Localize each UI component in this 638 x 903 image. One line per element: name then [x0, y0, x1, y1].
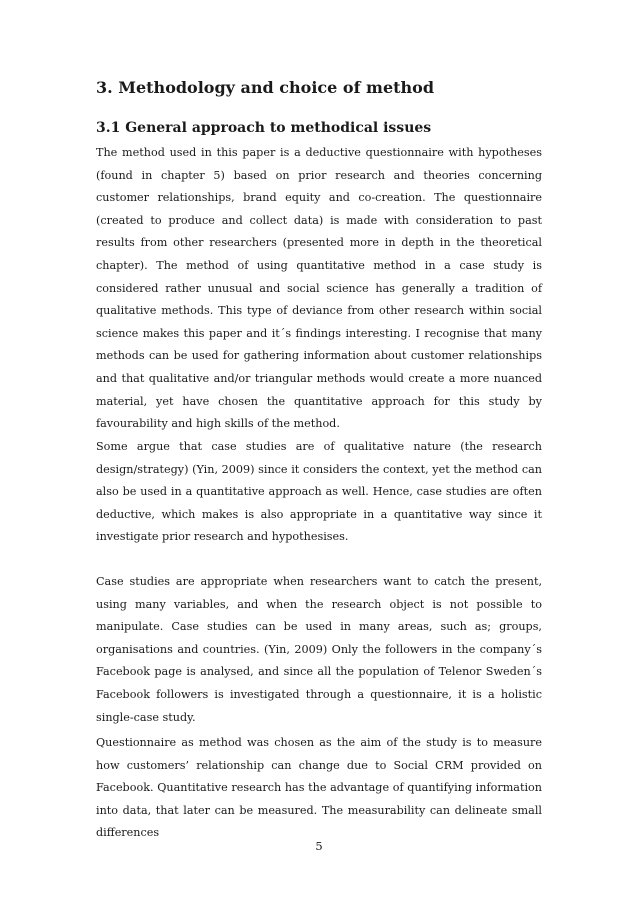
paragraph-method-overview: The method used in this paper is a deductive questionnaire with hypotheses (found in chapter 5) based on prior research and theories concerning customer relationships, brand equity and co-creation. The questionnaire (created to produce and collect data) is made with consideration to past results from other researchers (presented more in depth in the theoretical chapter). The method of using quantitative method in a case study is considered rather unusual and social science has generally a tradition of qualitative methods. This type of deviance from other research within social science makes this paper and it´s findings interesting. I recognise that many methods can be used for gathering information about customer relationships and that qualitative and/or triangular methods would create a more nuanced material, yet have chosen the quantitative approach for this study by favourability and high skills of the method.: [96, 146, 542, 431]
paragraph-case-study-usage: Case studies are appropriate when researchers want to catch the present, using many variables, and when the research object is not possible to manipulate. Case studies can be used in many areas, such as; groups, organisations and countries. (Yin, 2009) Only the followers in the company´s Facebook page is analysed, and since all the population of Telenor Sweden´s Facebook followers is investigated through a questionnaire, it is a holistic single-case study.: [96, 575, 542, 724]
subsection-heading: 3.1 General approach to methodical issues: [96, 120, 432, 136]
section-heading: 3. Methodology and choice of method: [96, 78, 435, 97]
paragraph-case-study-nature: Some argue that case studies are of qualitative nature (the research design/strategy) (Yin, 2009) since it considers the context, yet the method can also be used in a quantitative approach as well. Hence, case studies are often deductive, which makes is also appropriate in a quantitative way since it investigate prior research and hypothesises.: [96, 440, 542, 544]
page-number: 5: [315, 839, 323, 853]
paragraph-questionnaire: Questionnaire as method was chosen as the aim of the study is to measure how customers’ relationship can change due to Social CRM provided on Facebook. Quantitative research has the advantage of quantifying information into data, that later can be measured. The measurability can delineate small differences: [96, 736, 542, 840]
